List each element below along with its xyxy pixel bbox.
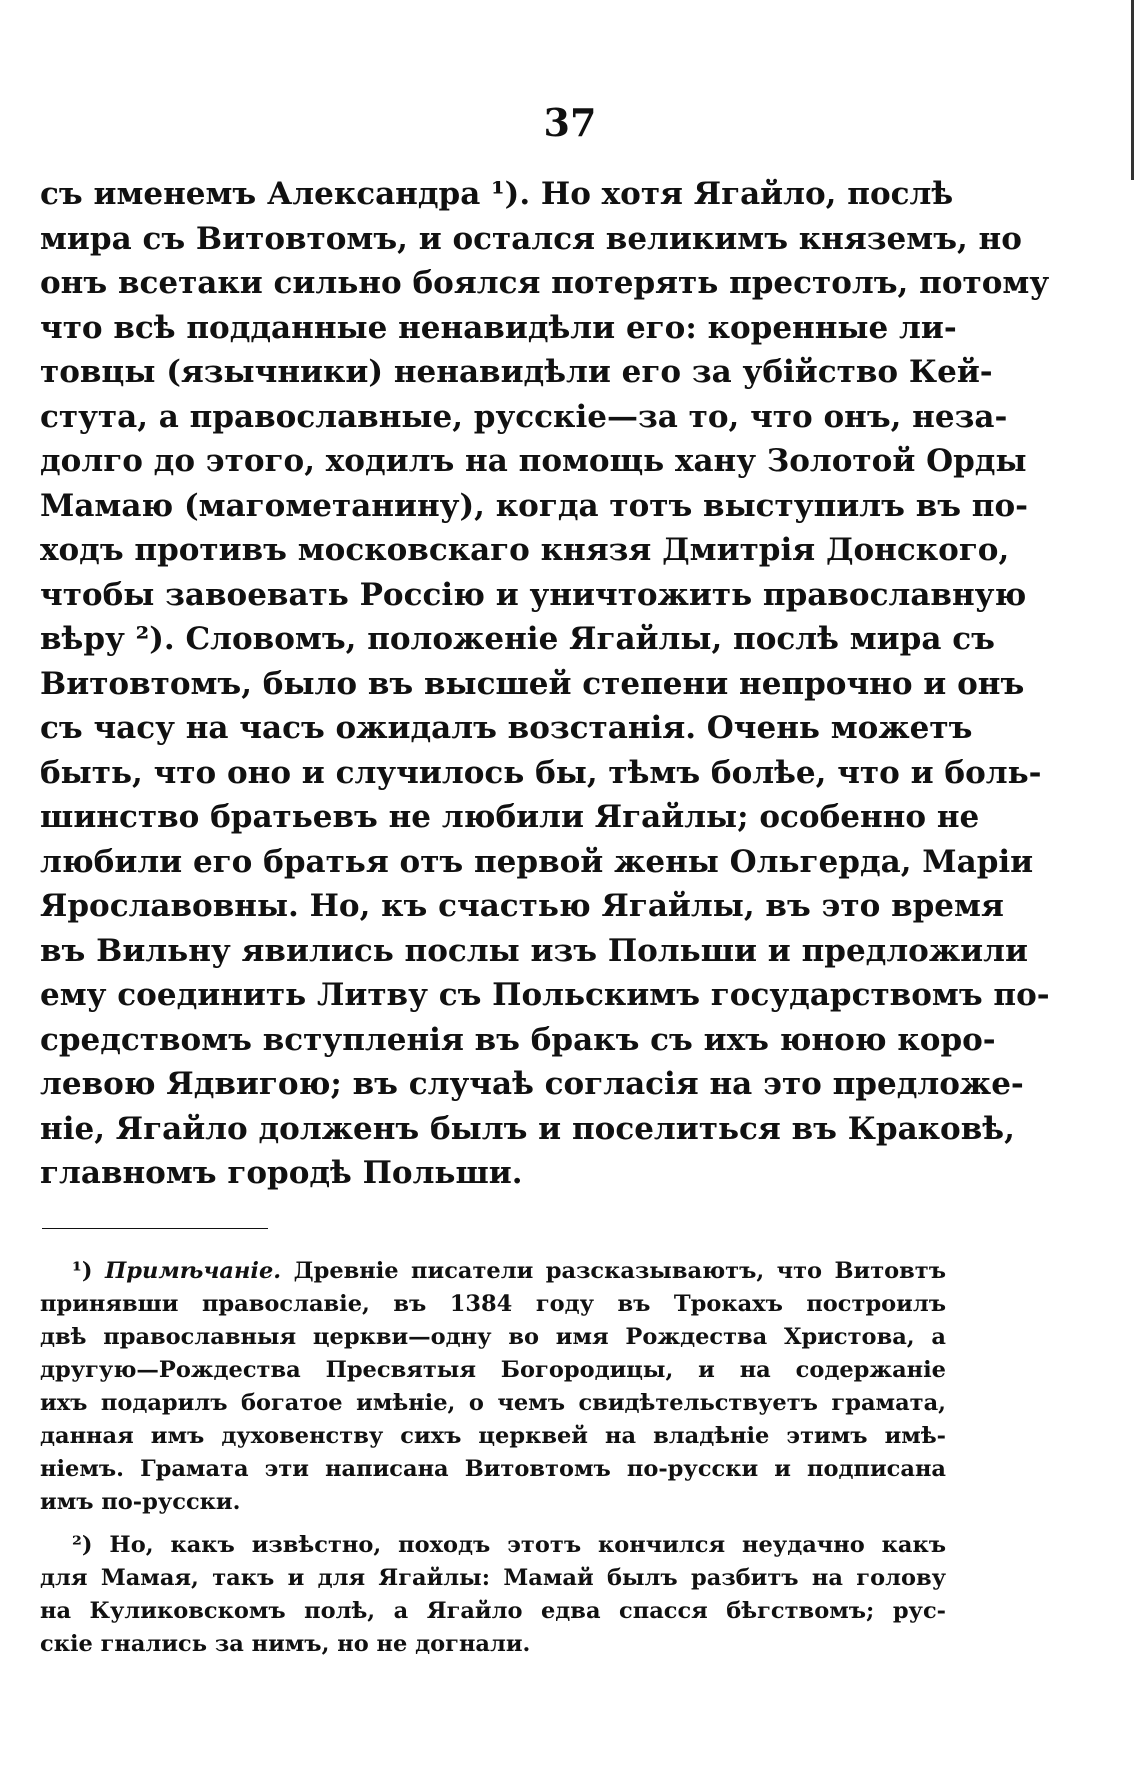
footnote-line: двѣ православныя церкви—одну во имя Рождества Христова, а xyxy=(40,1324,946,1350)
text-line: Витовтомъ, было въ высшей степени непрочно и онъ xyxy=(40,665,1025,702)
footnote-1-marker: ¹) xyxy=(72,1258,93,1284)
footnote-2-line: на Куликовскомъ полѣ, а Ягайло едва спасся бѣгствомъ; рус- xyxy=(40,1598,946,1624)
footnote-line: ніемъ. Грамата эти написана Витовтомъ по-русски и подписана xyxy=(40,1456,946,1482)
text-line: что всѣ подданные ненавидѣли его: коренные ли- xyxy=(40,309,957,346)
text-line: чтобы завоевать Россію и уничтожить православную xyxy=(40,576,1027,613)
footnote-line: принявши православіе, въ 1384 году въ Трокахъ построилъ xyxy=(40,1291,946,1317)
footnote-1-first-line xyxy=(40,1255,946,1288)
text-line: Ярославовны. Но, къ счастью Ягайлы, въ это время xyxy=(40,888,1004,924)
text-line: ходъ противъ московскаго князя Дмитрія Донского, xyxy=(40,532,1010,568)
footnote-2-line: для Мамая, такъ и для Ягайлы: Мамай былъ разбитъ на голову xyxy=(40,1565,946,1591)
text-line: съ именемъ Александра ¹). Но хотя Ягайло, послѣ xyxy=(40,176,954,212)
footnote-2-line: ²) Но, какъ извѣстно, походъ этотъ кончился неудачно какъ xyxy=(72,1532,946,1558)
text-line: быть, что оно и случилось бы, тѣмъ болѣе, что и боль- xyxy=(40,754,1042,791)
text-line: ніе, Ягайло долженъ былъ и поселиться въ Краковѣ, xyxy=(40,1110,1015,1147)
footnote-1-label: Примѣчаніе. xyxy=(104,1258,282,1284)
text-line: долго до этого, ходилъ на помощь хану Золотой Орды xyxy=(40,443,1027,479)
text-line: мира съ Витовтомъ, и остался великимъ княземъ, но xyxy=(40,220,1022,257)
footnote-line: ихъ подарилъ богатое имѣніе, о чемъ свидѣтельствуетъ грамата, xyxy=(40,1390,946,1416)
main-text xyxy=(40,172,1050,1196)
text-line: левою Ядвигою; въ случаѣ согласія на это предложе- xyxy=(40,1066,1024,1102)
text-line: вѣру ²). Словомъ, положеніе Ягайлы, послѣ мира съ xyxy=(40,621,995,657)
text-line: онъ всетаки сильно боялся потерять престолъ, потому xyxy=(40,265,1050,301)
text-line: въ Вильну явились послы изъ Польши и предложили xyxy=(40,932,1029,969)
text-line: главномъ городѣ Польши. xyxy=(40,1155,523,1191)
footnote-line: имъ по-русски. xyxy=(40,1489,241,1515)
footnote-separator xyxy=(42,1228,268,1229)
text-line: Мамаю (магометанину), когда тотъ выступилъ въ по- xyxy=(40,487,1029,524)
page-number: 37 xyxy=(543,100,597,145)
text-line: ему соединить Литву съ Польскимъ государствомъ по- xyxy=(40,977,1050,1013)
text-line: съ часу на часъ ожидалъ возстанія. Очень можетъ xyxy=(40,710,973,746)
text-line: любили его братья отъ первой жены Ольгерда, Маріи xyxy=(40,843,1034,880)
footnotes xyxy=(40,1255,946,1661)
text-line: товцы (язычники) ненавидѣли его за убійство Кей- xyxy=(40,354,993,390)
text-line: шинство братьевъ не любили Ягайлы; особенно не xyxy=(40,799,980,835)
footnote-line: данная имъ духовенству сихъ церквей на владѣніе этимъ имѣ- xyxy=(40,1423,946,1449)
footnote-2-line: скіе гнались за нимъ, но не догнали. xyxy=(40,1631,531,1657)
text-line: стута, а православные, русскіе—за то, что онъ, неза- xyxy=(40,398,1008,435)
text-line: средствомъ вступленія въ бракъ съ ихъ юною коро- xyxy=(40,1021,996,1058)
footnote-1-text: Древніе писатели разсказываютъ, что Витовтъ xyxy=(293,1258,947,1284)
footnote-line: другую—Рождества Пресвятыя Богородицы, и на содержаніе xyxy=(40,1357,946,1383)
scan-edge-mark xyxy=(1131,0,1134,180)
